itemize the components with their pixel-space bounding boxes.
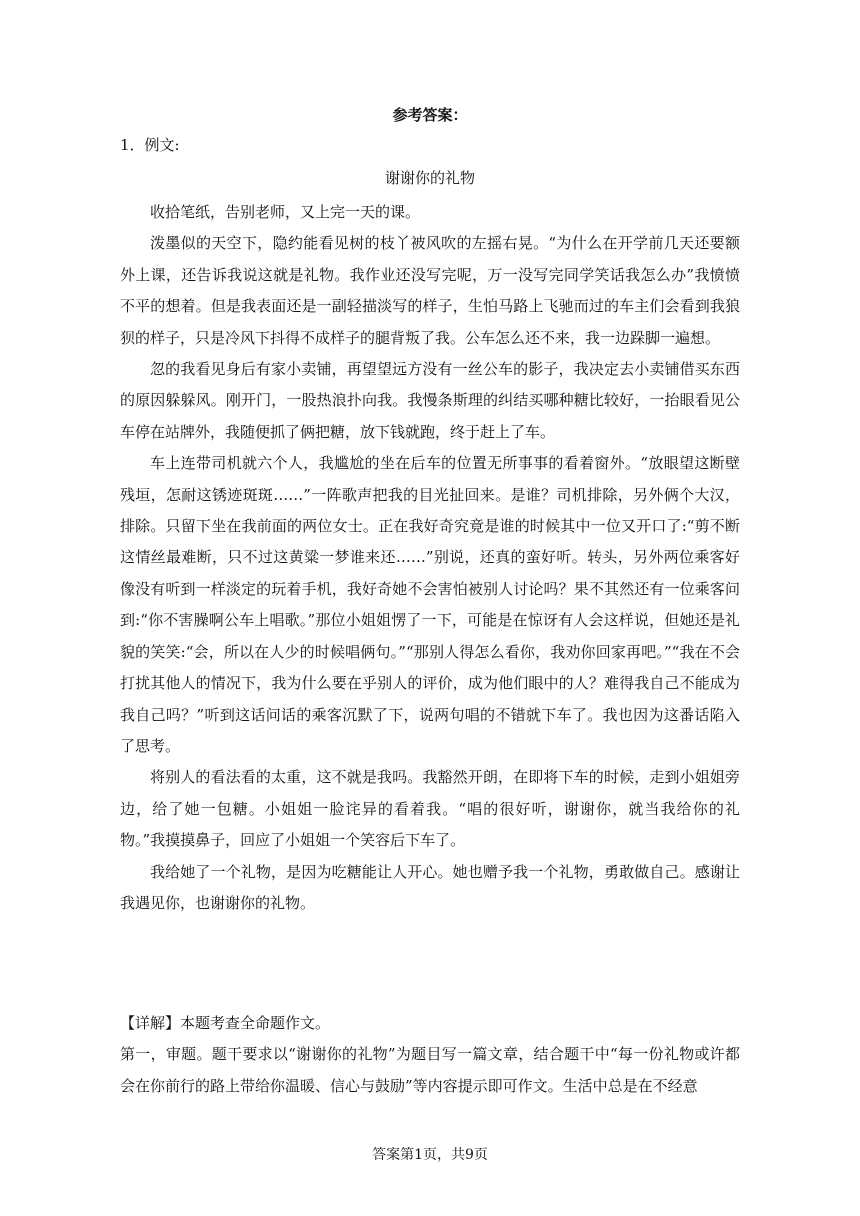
analysis-heading: 【详解】本题考查全命题作文。	[120, 1014, 331, 1032]
essay-paragraph: 泼墨似的天空下，隐约能看见树的枝丫被风吹的左摇右晃。“为什么在开学前几天还要额外上课，还告诉我说这就是礼物。我作业还没写完呢，万一没写完同学笑话我怎么办”我愤愤不平的想着。但是我表面还是一副轻描淡写的样子，生怕马路上飞驰而过的车主们会看到我狼狈的样子，只是冷风下抖得不成样子的腿背叛了我。公车怎么还不来，我一边跺脚一遍想。	[120, 234, 740, 347]
essay-paragraph: 忽的我看见身后有家小卖铺，再望望远方没有一丝公车的影子，我决定去小卖铺借买东西的原因躲躲风。刚开门，一股热浪扑向我。我慢条斯理的纠结买哪种糖比较好，一抬眼看见公车停在站牌外，我随便抓了俩把糖，放下钱就跑，终于赶上了车。	[120, 360, 740, 441]
question-number: 1．例文:	[120, 136, 180, 154]
essay-body	[120, 197, 740, 919]
essay-paragraph: 我给她了一个礼物，是因为吃糖能让人开心。她也赠予我一个礼物，勇敢做自己。感谢让我遇见你，也谢谢你的礼物。	[120, 862, 740, 912]
essay-title: 谢谢你的礼物	[384, 169, 475, 187]
page-footer: 答案第1页，共9页	[372, 1147, 488, 1163]
analysis-paragraph: 第一，审题。题干要求以“谢谢你的礼物”为题目写一篇文章，结合题干中“每一份礼物或许都会在你前行的路上带给你温暖、信心与鼓励”等内容提示即可作文。生活中总是在不经意	[120, 1045, 740, 1095]
analysis-section	[120, 1008, 740, 1102]
essay-paragraph: 收拾笔纸，告别老师，又上完一天的课。	[150, 203, 421, 221]
essay-paragraph: 车上连带司机就六个人，我尴尬的坐在后车的位置无所事事的看着窗外。“放眼望这断壁残垣，怎耐这锈迹斑斑……”一阵歌声把我的目光扯回来。是谁？司机排除，另外俩个大汉，排除。只留下坐在我前面的两位女士。正在我好奇究竟是谁的时候其中一位又开口了:“剪不断这情丝最难断，只不过这黄粱一梦谁来还……”别说，还真的蛮好听。转头，另外两位乘客好像没有听到一样淡定的玩着手机，我好奇她不会害怕被别人讨论吗？果不其然还有一位乘客问到:“你不害臊啊公车上唱歌。”那位小姐姐愣了一下，可能是在惊讶有人会这样说，但她还是礼貌的笑笑:“会，所以在人少的时候唱俩句。”“那别人得怎么看你，我劝你回家再吧。”“我在不会打扰其他人的情况下，我为什么要在乎别人的评价，成为他们眼中的人？难得我自己不能成为我自己吗？”听到这话问话的乘客沉默了下，说两句唱的不错就下车了。我也因为这番话陷入了思考。	[120, 454, 740, 755]
essay-paragraph: 将别人的看法看的太重，这不就是我吗。我豁然开朗，在即将下车的时候，走到小姐姐旁边，给了她一包糖。小姐姐一脸诧异的看着我。“唱的很好听，谢谢你，就当我给你的礼物。”我摸摸鼻子，回应了小姐姐一个笑容后下车了。	[120, 768, 740, 850]
answer-heading: 参考答案：	[392, 106, 468, 124]
